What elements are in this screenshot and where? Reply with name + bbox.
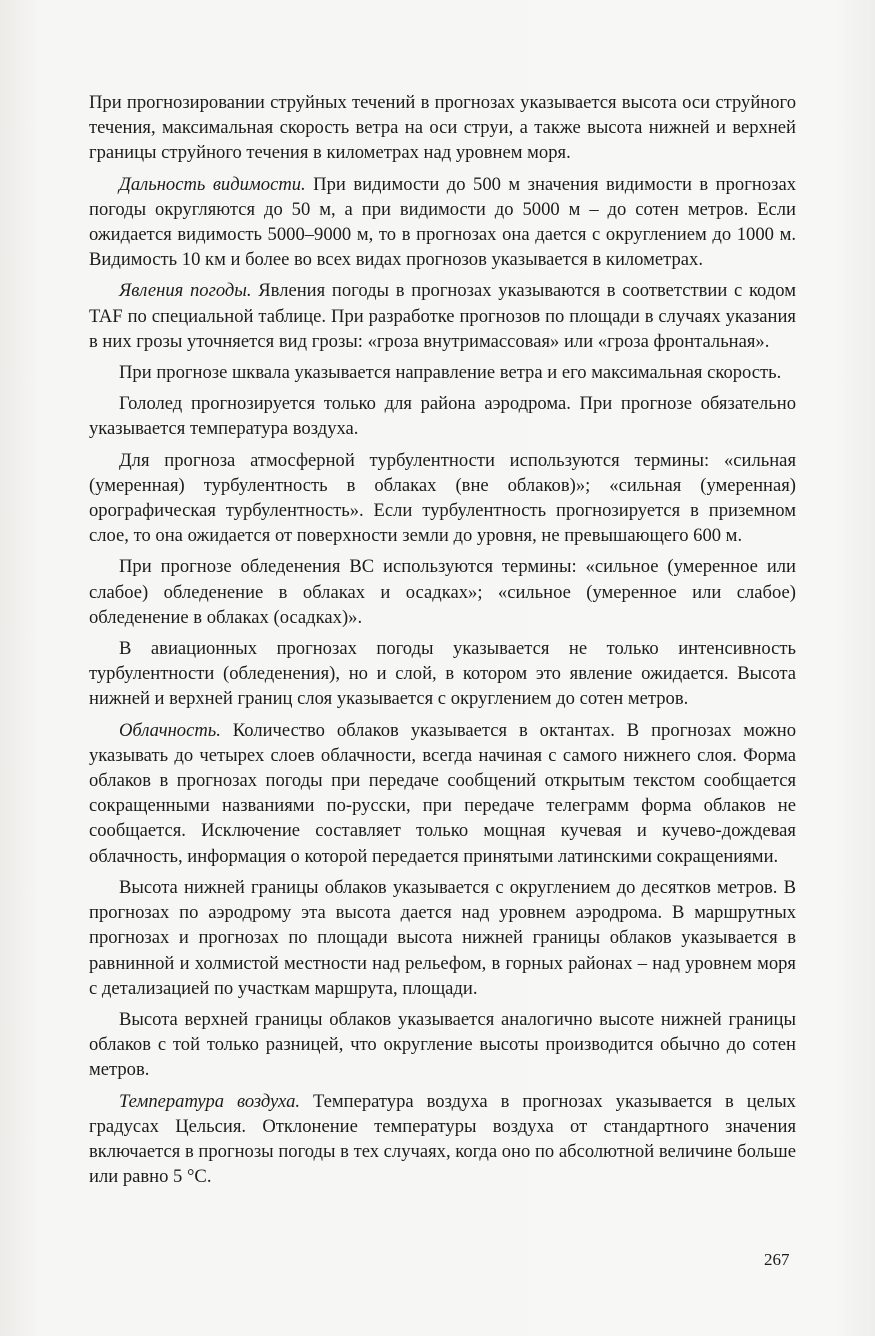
paragraph-air-temperature bbox=[89, 1089, 796, 1190]
paragraph-text: Явления погоды в прогнозах указываются в соответствии с кодом TAF по специальной таблице. При разработке прогнозов по площади в случаях указания в них грозы уточняется вид грозы: «гроза внутримассовая» или «гроза фронтальная». bbox=[89, 280, 796, 352]
paragraph-text: Температура воздуха в прогнозах указывается в целых градусах Цельсия. Отклонение температуры воздуха от стандартного значения включается в прогнозы погоды в тех случаях, когда оно по абсолютной величине больше или равно 5 °С. bbox=[89, 1090, 796, 1188]
paragraph-text: Высота верхней границы облаков указывается аналогично высоте нижней границы облаков с той только разницей, что округление высоты производится обычно до сотен метров. bbox=[89, 1008, 796, 1081]
paragraph-text: Для прогноза атмосферной турбулентности используются термины: «сильная (умеренная) турбулентность в облаках (вне облаков)»; «сильная (умеренная) орографическая турбулентность». Если турбулентность прогнозируется в приземном слое, то она ожидается от поверхности земли до уровня, не превышающего 600 м. bbox=[89, 449, 796, 547]
paragraph-text: При видимости до 500 м значения видимости в прогнозах погоды округляются до 50 м, а при видимости до 5000 м – до сотен метров. Если ожидается видимость 5000–9000 м, то в прогнозах она дается с округлением до 1000 м. Видимость 10 км и более во всех видах прогнозов указывается в километрах. bbox=[89, 173, 796, 271]
paragraph-text: Высота нижней границы облаков указывается с округлением до десятков метров. В прогнозах по аэродрому эта высота дается над уровнем аэродрома. В маршрутных прогнозах и прогнозах по площади высота нижней границы облаков указывается в равнинной и холмистой местности над рельефом, в горных районах – над уровнем моря с детализацией по участкам маршрута, площади. bbox=[89, 876, 796, 999]
paragraph-text: При прогнозе обледенения ВС используются термины: «сильное (умеренное или слабое) обледенение в облаках и осадках»; «сильное (умеренное или слабое) обледенение в облаках (осадках)». bbox=[89, 556, 796, 628]
paragraph-cloud-top bbox=[89, 1007, 796, 1083]
page-number: 267 bbox=[764, 1250, 790, 1269]
paragraph-text: При прогнозировании струйных течений в прогнозах указывается высота оси струйного течения, максимальная скорость ветра на оси струи, а также высота нижней и верхней границы струйного течения в километрах над уровнем моря. bbox=[89, 92, 796, 164]
paragraph-icing bbox=[89, 554, 796, 630]
paragraph-text: При прогнозе шквала указывается направление ветра и его максимальная скорость. bbox=[119, 362, 782, 384]
paragraph-term: Явления погоды. bbox=[119, 280, 252, 302]
paragraph-term: Температура воздуха. bbox=[119, 1090, 301, 1112]
paragraph-cloudiness bbox=[89, 718, 796, 869]
paragraph-text: Количество облаков указывается в октантах. В прогнозах можно указывать до четырех слоев облачности, всегда начиная с самого нижнего слоя. Форма облаков в прогнозах погоды при передаче сообщений открытым текстом сообщается сокращенными названиями по-русски, при передаче телеграмм форма облаков не сообщается. Исключение составляет только мощная кучевая и кучево-дождевая облачность, информация о которой передается принятыми латинскими сокращениями. bbox=[89, 719, 796, 867]
paragraph-text: Гололед прогнозируется только для района аэродрома. При прогнозе обязательно указывается температура воздуха. bbox=[89, 393, 796, 440]
paragraph-turbulence bbox=[89, 448, 796, 549]
paragraph-cloud-base bbox=[89, 875, 796, 1001]
paragraph-squall bbox=[89, 360, 796, 385]
paragraph-jet-streams bbox=[89, 90, 796, 166]
paragraph-term: Облачность. bbox=[119, 719, 221, 741]
paragraph-text: В авиационных прогнозах погоды указывается не только интенсивность турбулентности (обледенения), но и слой, в котором это явление ожидается. Высота нижней и верхней границ слоя указывается с округлением до сотен метров. bbox=[89, 638, 796, 710]
paragraph-layer-height bbox=[89, 636, 796, 712]
body-text bbox=[89, 90, 796, 1195]
paragraph-visibility bbox=[89, 172, 796, 273]
paragraph-glaze-ice bbox=[89, 391, 796, 441]
paragraph-term: Дальность видимости. bbox=[119, 173, 306, 195]
paragraph-weather-phenomena bbox=[89, 278, 796, 354]
